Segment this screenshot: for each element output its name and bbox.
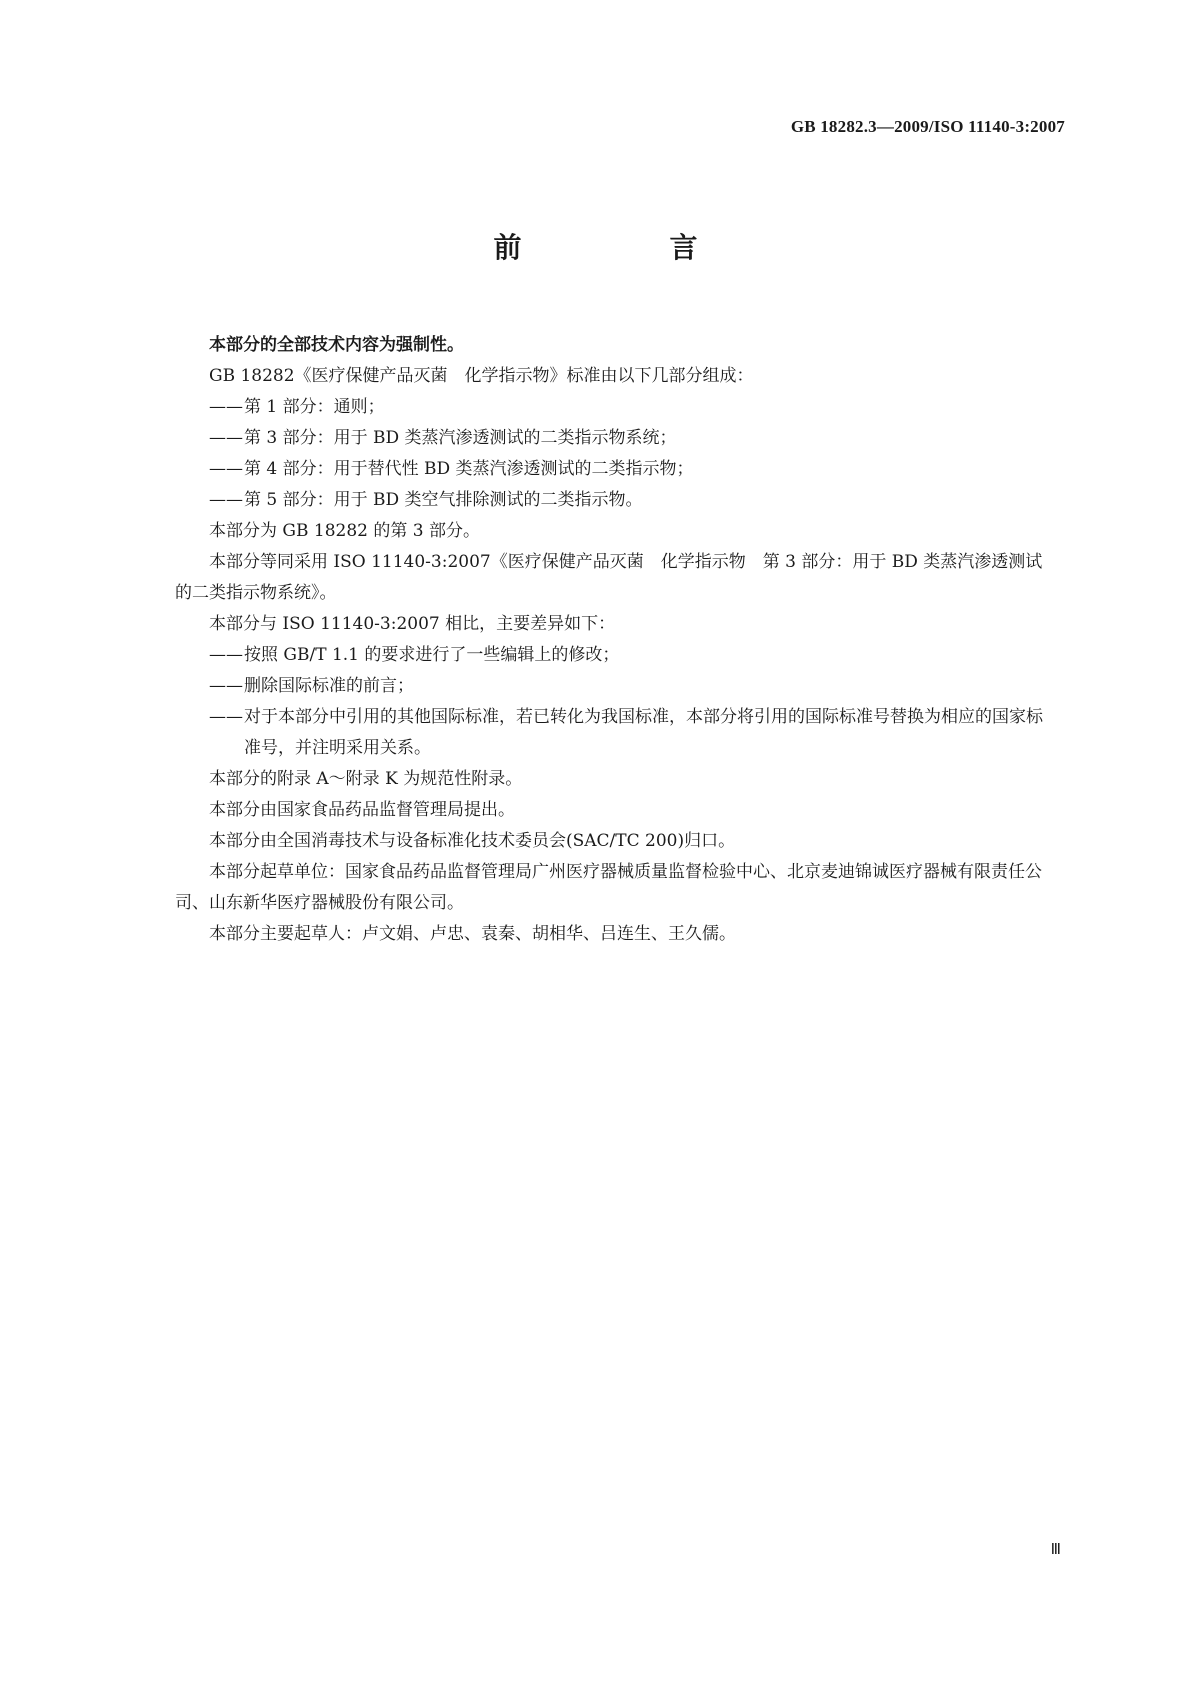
dash-mark: —— bbox=[209, 645, 243, 665]
drafters: 本部分主要起草人：卢文娟、卢忠、袁秦、胡相华、吕连生、王久儒。 bbox=[209, 924, 736, 944]
page-number: Ⅲ bbox=[1050, 1540, 1061, 1558]
dash-mark: —— bbox=[209, 397, 243, 417]
page-title: 前 言 bbox=[493, 231, 758, 264]
dash-mark: —— bbox=[209, 459, 243, 479]
part-item-text: 第 4 部分：用于替代性 BD 类蒸汽渗透测试的二类指示物； bbox=[244, 459, 694, 479]
mandatory-statement: 本部分的全部技术内容为强制性。 bbox=[209, 335, 464, 355]
part-statement: 本部分为 GB 18282 的第 3 部分。 bbox=[209, 521, 480, 541]
standard-code: GB 18282.3—2009/ISO 11140-3:2007 bbox=[790, 117, 1065, 136]
part-item-text: 第 1 部分：通则； bbox=[244, 397, 385, 417]
drafting-units: 本部分起草单位：国家食品药品监督管理局广州医疗器械质量监督检验中心、北京麦迪锦诚医疗器械有限责任公司、山东新华医疗器械股份有限公司。 bbox=[175, 862, 1042, 913]
dash-mark: —— bbox=[209, 676, 243, 696]
annex-statement: 本部分的附录 A～附录 K 为规范性附录。 bbox=[209, 769, 523, 789]
difference-item bbox=[175, 702, 1057, 764]
dash-mark: —— bbox=[209, 490, 243, 510]
adoption-statement: 本部分等同采用 ISO 11140-3:2007《医疗保健产品灭菌 化学指示物 第 3 部分：用于 BD 类蒸汽渗透测试的二类指示物系统》。 bbox=[175, 552, 1043, 603]
differences-intro: 本部分与 ISO 11140-3:2007 相比，主要差异如下： bbox=[209, 614, 616, 634]
document-body bbox=[175, 330, 1057, 950]
part-item bbox=[175, 392, 1057, 423]
part-item-text: 第 5 部分：用于 BD 类空气排除测试的二类指示物。 bbox=[244, 490, 643, 510]
part-item bbox=[175, 423, 1057, 454]
difference-item bbox=[175, 671, 1057, 702]
part-item bbox=[175, 485, 1057, 516]
part-item-text: 第 3 部分：用于 BD 类蒸汽渗透测试的二类指示物系统； bbox=[244, 428, 677, 448]
part-item bbox=[175, 454, 1057, 485]
difference-item bbox=[175, 640, 1057, 671]
difference-item-text: 删除国际标准的前言； bbox=[244, 676, 414, 696]
committee-statement: 本部分由全国消毒技术与设备标准化技术委员会(SAC/TC 200)归口。 bbox=[209, 831, 736, 851]
proposer-statement: 本部分由国家食品药品监督管理局提出。 bbox=[209, 800, 515, 820]
difference-item-text: 按照 GB/T 1.1 的要求进行了一些编辑上的修改； bbox=[244, 645, 620, 665]
parts-intro: GB 18282《医疗保健产品灭菌 化学指示物》标准由以下几部分组成： bbox=[209, 366, 754, 386]
dash-mark: —— bbox=[209, 707, 243, 727]
dash-mark: —— bbox=[209, 428, 243, 448]
difference-item-text: 对于本部分中引用的其他国际标准，若已转化为我国标准，本部分将引用的国际标准号替换为相应的国家标准号，并注明采用关系。 bbox=[244, 707, 1043, 758]
